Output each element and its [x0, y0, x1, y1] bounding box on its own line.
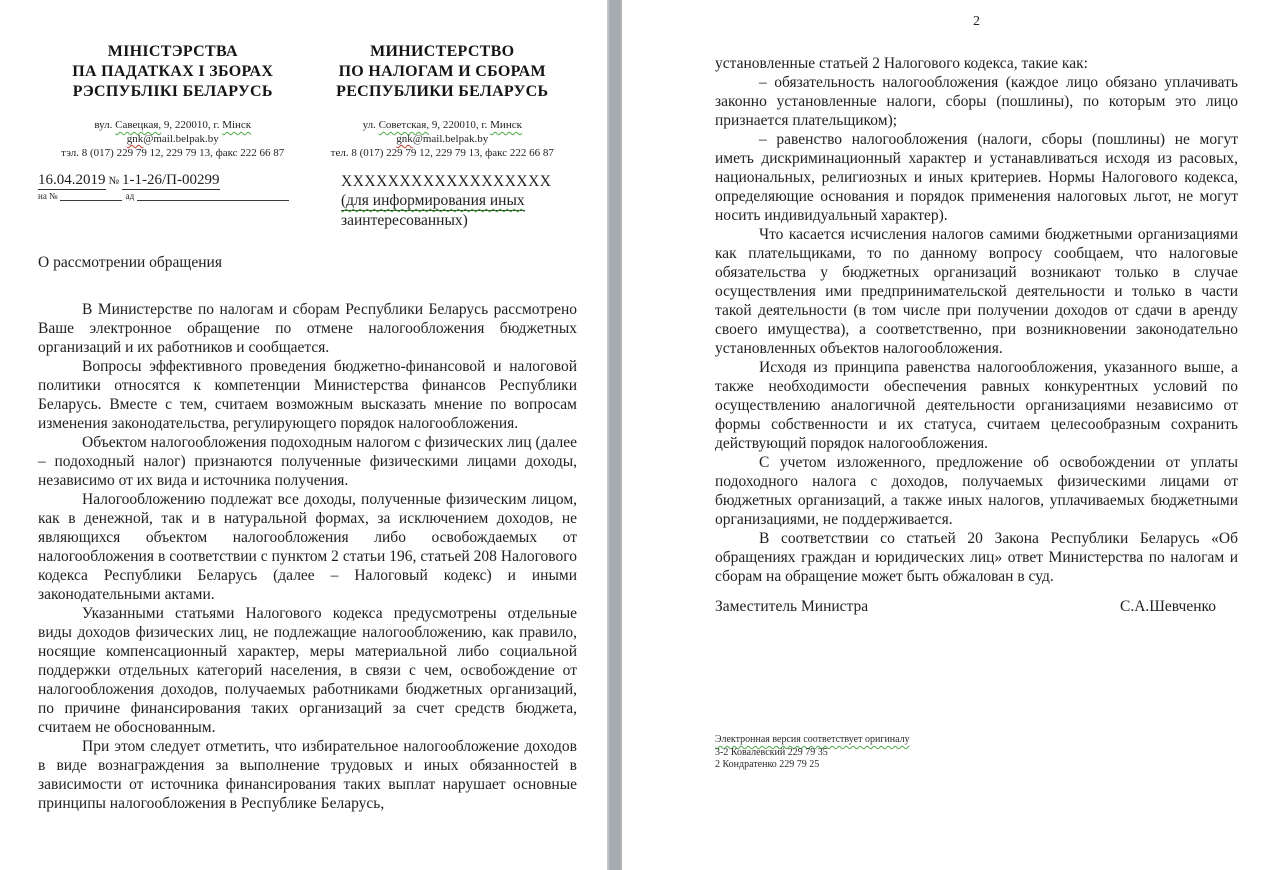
page-divider: [607, 0, 622, 870]
addressee-note: (для информирования иных: [341, 192, 525, 209]
body-paragraph: В Министерстве по налогам и сборам Республики Беларусь рассмотрено Ваше электронное обращение по отмене налогообложения бюджетных организаций и их работников и сообщается.: [38, 301, 577, 356]
email-domain: @mail.belpak.by: [143, 133, 219, 145]
address-mid: 9, 220010, г.: [431, 119, 488, 131]
address-prefix: ул.: [362, 119, 376, 131]
ministry-name-line: ПО НАЛОГАМ И СБОРАМ: [338, 63, 546, 80]
page-number: 2: [973, 14, 980, 29]
letter-number: 1-1-26/П-00299: [122, 172, 220, 188]
addressee-block: [341, 172, 552, 230]
email-domain: @mail.belpak.by: [412, 133, 489, 145]
signature-row: [715, 598, 1238, 616]
email-user: gnk: [126, 133, 144, 145]
letterhead-russian: [308, 42, 578, 160]
address-line: [308, 118, 578, 132]
body-paragraph-bullet: – обязательность налогообложения (каждое лицо обязано уплачивать законно установленные налоги, сборы (пошлины), по которым это лицо признается плательщиком);: [715, 74, 1238, 129]
email-user: gnk: [396, 133, 413, 145]
blank-field-line: [137, 192, 289, 201]
ministry-name-line: РЭСПУБЛІКІ БЕЛАРУСЬ: [72, 83, 273, 100]
executor-footer: [715, 734, 1238, 772]
body-paragraph: Указанными статьями Налогового кодекса предусмотрены отдельные виды доходов физических лиц, не подлежащие налогообложению, как правило, носящие компенсационный характер, меры материальной либо социальной поддержки отдельных категорий населения, в связи с чем, освобождение от налогообложения доходов, получаемых работниками бюджетных организаций, по причине финансирования таких организаций за счет средств бюджета, считаем не обоснованным.: [38, 605, 577, 736]
address-city: Мінск: [222, 119, 252, 131]
address-city: Минск: [490, 119, 522, 131]
on-number-label: на №: [38, 191, 58, 201]
body-paragraph-bullet: – равенство налогообложения (налоги, сборы (пошлины) не могут иметь дискриминационный характер и устанавливаться исходя из расовых, национальных, религиозных и иных критериев. Нормы Налогового кодекса, определяющие основания и порядок применения налоговых льгот, не могут носить индивидуальный характер).: [715, 131, 1238, 224]
addressee-note-cont: заинтересованных): [341, 212, 468, 229]
ministry-name-line: ПА ПАДАТКАХ І ЗБОРАХ: [72, 63, 274, 80]
letterhead-belarusian: [38, 42, 308, 160]
footer-executor-line: 3-2 Ковалевский 229 79 35: [715, 746, 828, 758]
address-prefix: вул.: [94, 119, 113, 131]
addressee-note-line: [341, 191, 552, 211]
ministry-address-by: [38, 118, 308, 160]
phone-line: тэл. 8 (017) 229 79 12, 229 79 13, факс 222 66 87: [61, 147, 285, 159]
body-paragraph: Объектом налогообложения подоходным налогом с физических лиц (далее – подоходный налог) признаются полученные физическими лицами доходы, независимо от их вида и источника получения.: [38, 434, 577, 489]
body-paragraph: С учетом изложенного, предложение об освобождении от уплаты подоходного налога с доходов, получаемых физическими лицами от бюджетных организаций, а также иных налогов, уплачиваемых бюджетными организациями, не поддерживается.: [715, 454, 1238, 528]
footer-authenticity-line: Электронная версия соответствует оригиналу: [715, 734, 910, 745]
email-line: [308, 132, 578, 146]
ministry-name-by: [38, 42, 308, 102]
signer-name: С.А.Шевченко: [1120, 598, 1216, 615]
letter-date: 16.04.2019: [38, 172, 106, 188]
body-paragraph: установленные статьей 2 Налогового кодекса, такие как:: [715, 55, 1088, 72]
ministry-name-line: РЕСПУБЛИКИ БЕЛАРУСЬ: [336, 83, 549, 100]
address-line: [38, 118, 308, 132]
footer-executor-line: 2 Кондратенко 229 79 25: [715, 759, 820, 770]
address-mid: 9, 220010, г.: [163, 119, 220, 131]
letter-body-page1: [38, 300, 577, 813]
address-street: Советская,: [378, 119, 430, 131]
number-sign: №: [108, 175, 119, 187]
subject-line: О рассмотрении обращения: [38, 254, 222, 271]
blank-field-line: [60, 192, 122, 201]
address-street: Савецкая,: [115, 119, 162, 131]
body-paragraph: В соответствии со статьей 20 Закона Республики Беларусь «Об обращениях граждан и юридических лиц» ответ Министерства по налогам и сборам на обращение может быть обжалован в суд.: [715, 530, 1238, 585]
incoming-reference-line: [38, 191, 323, 201]
document-page-2: [622, 0, 1280, 870]
date-number-line: [38, 172, 323, 189]
body-paragraph: Исходя из принципа равенства налогообложения, указанного выше, а также необходимости обеспечения равных конкурентных условий по осуществлению аналогичной деятельности организациями независимо от формы собственности и их статуса, считаем целесообразным сохранить действующий порядок налогообложения.: [715, 359, 1238, 452]
ministry-name-line: МИНИСТЕРСТВО: [370, 43, 515, 60]
body-paragraph: Налогообложению подлежат все доходы, полученные физическим лицом, как в денежной, так и в натуральной формах, за исключением доходов, не являющихся объектом налогообложения либо освобождаемых от налогообложения в соответствии с пунктом 2 статьи 196, статьей 208 Налогового кодекса Республики Беларусь (далее – Налоговый кодекс) и иными законодательными актами.: [38, 491, 577, 603]
ministry-name-ru: [308, 42, 578, 102]
ministry-name-line: МІНІСТЭРСТВА: [107, 43, 238, 60]
ministry-address-ru: [308, 118, 578, 160]
body-paragraph: При этом следует отметить, что избирательное налогообложение доходов в виде вознаграждения за выполнение трудовых и иных обязанностей в зависимости от источника финансирования таких выплат нарушает основные принципы налогообложения в Республике Беларусь,: [38, 738, 577, 812]
reference-block: [38, 172, 577, 230]
phone-line: тел. 8 (017) 229 79 12, 229 79 13, факс 222 66 87: [330, 147, 554, 159]
addressee-redacted: ХХХХХХХХХХХХХХХХХХ: [341, 173, 552, 190]
document-page-1: [0, 0, 607, 870]
signer-position: Заместитель Министра: [715, 598, 869, 615]
email-line: [38, 132, 308, 146]
outgoing-reference: [38, 172, 323, 230]
letterhead: [38, 42, 577, 160]
body-paragraph: Вопросы эффективного проведения бюджетно-финансовой и налоговой политики относятся к компетенции Министерства финансов Республики Беларусь. Вместе с тем, считаем возможным высказать мнение по вопросам изменения законодательства, регулирующего порядок налогообложения.: [38, 358, 577, 432]
from-date-label: ад: [125, 191, 135, 201]
body-paragraph: Что касается исчисления налогов самими бюджетными организациями как плательщиками, то по данному вопросу сообщаем, что налоговые обязательства у бюджетных организаций возникают только в случае осуществления ими предпринимательской деятельности и только в части такой деятельности (в том числе при получении доходов от сдачи в аренду своего имущества), а соответственно, при возникновении законодательно установленных объектов налогообложения.: [715, 226, 1238, 357]
letter-body-page2: [715, 54, 1238, 586]
